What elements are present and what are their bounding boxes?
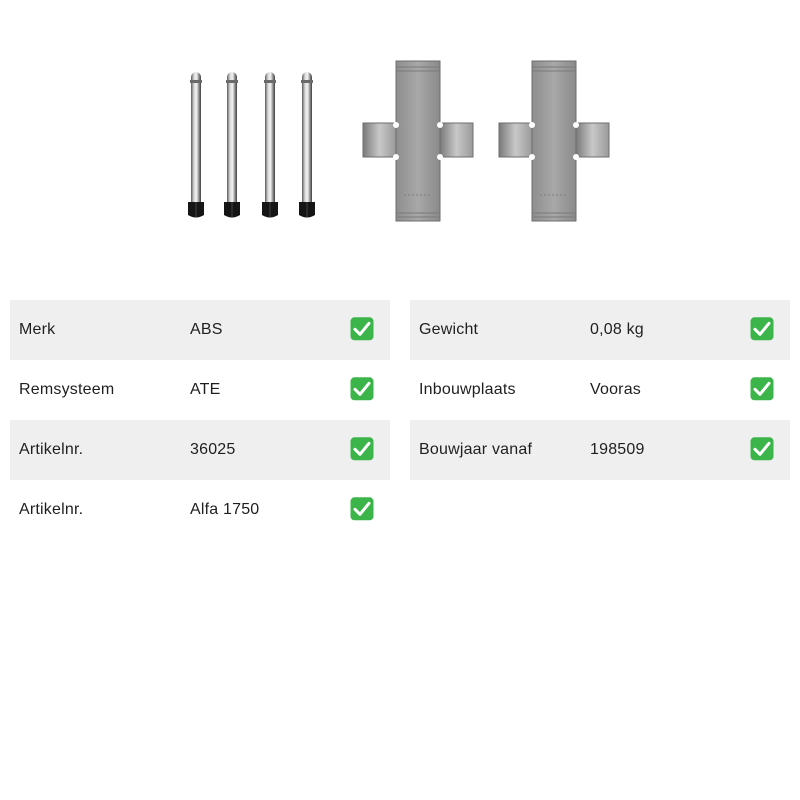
spring-clip xyxy=(363,61,473,221)
guide-pin xyxy=(224,72,240,218)
check-mark-icon xyxy=(750,437,774,461)
spec-row xyxy=(10,300,390,360)
spec-label: Artikelnr. xyxy=(19,501,84,518)
spec-label: Merk xyxy=(19,321,56,338)
spec-row xyxy=(10,420,390,480)
spec-row xyxy=(410,420,790,480)
spec-label: Remsysteem xyxy=(19,381,115,398)
spec-label: Artikelnr. xyxy=(19,441,84,458)
spec-value: Alfa 1750 xyxy=(190,501,260,518)
spec-value: Vooras xyxy=(590,381,642,398)
spec-label: Inbouwplaats xyxy=(419,381,516,398)
check-mark-icon xyxy=(750,377,774,401)
spec-value: 198509 xyxy=(590,441,645,458)
spec-row xyxy=(10,480,390,540)
spec-table-left xyxy=(10,300,390,540)
spec-value: ABS xyxy=(190,321,223,338)
spec-table-right xyxy=(410,300,790,480)
guide-pin xyxy=(188,72,204,218)
spec-label: Gewicht xyxy=(419,321,479,338)
guide-pin xyxy=(299,72,315,218)
check-mark-icon xyxy=(350,377,374,401)
spec-label: Bouwjaar vanaf xyxy=(419,441,533,458)
spring-clip xyxy=(499,61,609,221)
check-mark-icon xyxy=(350,497,374,521)
spec-row xyxy=(410,360,790,420)
check-mark-icon xyxy=(750,317,774,341)
spec-row xyxy=(10,360,390,420)
product-image xyxy=(0,0,800,260)
spec-row xyxy=(410,300,790,360)
guide-pin xyxy=(262,72,278,218)
spec-value: 36025 xyxy=(190,441,236,458)
spec-value: ATE xyxy=(190,381,221,398)
spec-value: 0,08 kg xyxy=(590,321,644,338)
check-mark-icon xyxy=(350,317,374,341)
check-mark-icon xyxy=(350,437,374,461)
